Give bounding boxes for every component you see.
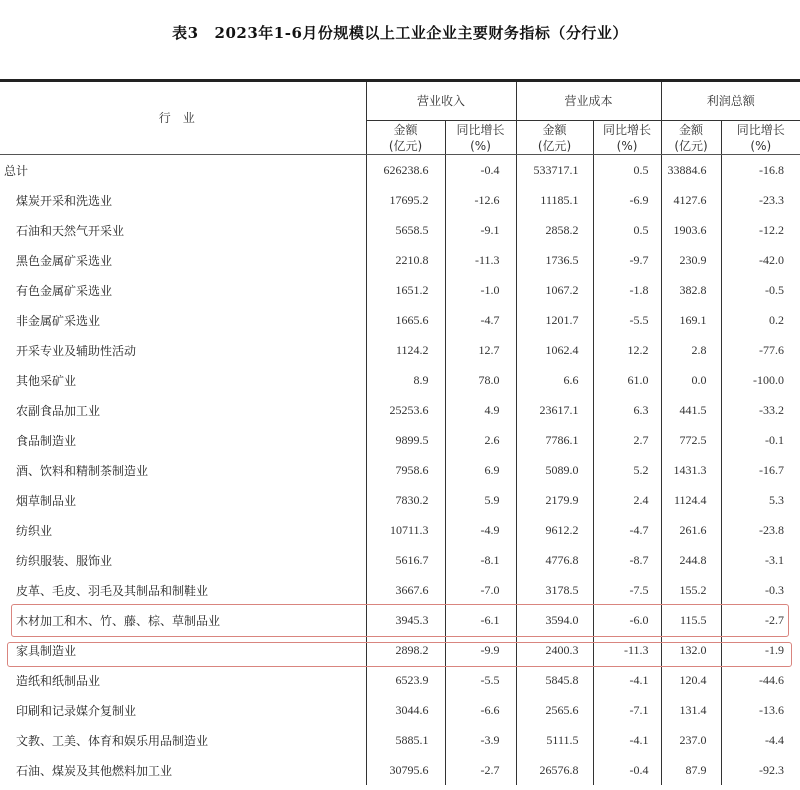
cell-rev: 8.9 — [366, 365, 445, 395]
cell-cost: 1201.7 — [516, 305, 593, 335]
cell-profit-g: -13.6 — [721, 695, 800, 725]
cell-cost-g: 5.2 — [593, 455, 661, 485]
cell-cost: 1062.4 — [516, 335, 593, 365]
industry-name: 文教、工美、体育和娱乐用品制造业 — [16, 733, 209, 748]
cell-cost: 5111.5 — [516, 725, 593, 755]
table-row — [0, 755, 800, 785]
cell-cost-g: -7.1 — [593, 695, 661, 725]
header-cost-growth: 同比增长 (%) — [593, 121, 661, 155]
cell-profit: 4127.6 — [661, 185, 721, 215]
cell-rev: 30795.6 — [366, 755, 445, 785]
cell-cost: 2858.2 — [516, 215, 593, 245]
cell-profit-g: -0.3 — [721, 575, 800, 605]
header-profit-amount: 金额 (亿元) — [661, 121, 721, 155]
cell-profit: 382.8 — [661, 275, 721, 305]
cell-cost: 9612.2 — [516, 515, 593, 545]
cell-rev-g: 5.9 — [445, 485, 516, 515]
table-row — [0, 545, 800, 575]
cell-profit-g: -3.1 — [721, 545, 800, 575]
cell-profit-g: -2.7 — [721, 605, 800, 635]
cell-profit-g: -12.2 — [721, 215, 800, 245]
cell-cost: 6.6 — [516, 365, 593, 395]
header-revenue-amount: 金额 (亿元) — [366, 121, 445, 155]
cell-profit-g: -33.2 — [721, 395, 800, 425]
industry-name: 非金属矿采选业 — [16, 313, 101, 328]
cell-profit-g: -16.7 — [721, 455, 800, 485]
cell-profit-g: -1.9 — [721, 635, 800, 665]
cell-profit: 1431.3 — [661, 455, 721, 485]
cell-cost: 23617.1 — [516, 395, 593, 425]
cell-rev-g: -0.4 — [445, 155, 516, 186]
industry-name: 皮革、毛皮、羽毛及其制品和制鞋业 — [16, 583, 209, 598]
cell-profit: 87.9 — [661, 755, 721, 785]
table-row — [0, 245, 800, 275]
table-number: 表3 — [172, 24, 199, 42]
cell-profit-g: -4.4 — [721, 725, 800, 755]
cell-profit: 1124.4 — [661, 485, 721, 515]
cell-cost-g: 2.4 — [593, 485, 661, 515]
table-row — [0, 305, 800, 335]
cell-profit-g: -23.8 — [721, 515, 800, 545]
table-row — [0, 275, 800, 305]
cell-rev-g: -5.5 — [445, 665, 516, 695]
cell-cost-g: -1.8 — [593, 275, 661, 305]
cell-profit-g: -42.0 — [721, 245, 800, 275]
cell-rev: 25253.6 — [366, 395, 445, 425]
cell-rev-g: -6.1 — [445, 605, 516, 635]
cell-rev-g: -4.9 — [445, 515, 516, 545]
cell-cost: 4776.8 — [516, 545, 593, 575]
cell-cost-g: -11.3 — [593, 635, 661, 665]
cell-cost-g: -4.1 — [593, 725, 661, 755]
header-profit: 利润总额 — [661, 81, 800, 121]
cell-cost-g: -5.5 — [593, 305, 661, 335]
cell-profit: 115.5 — [661, 605, 721, 635]
cell-rev: 5616.7 — [366, 545, 445, 575]
cell-cost: 11185.1 — [516, 185, 593, 215]
table-row — [0, 635, 800, 665]
cell-rev-g: 6.9 — [445, 455, 516, 485]
cell-cost-g: -6.0 — [593, 605, 661, 635]
cell-profit-g: -23.3 — [721, 185, 800, 215]
cell-profit: 131.4 — [661, 695, 721, 725]
industry-name: 有色金属矿采选业 — [16, 283, 113, 298]
cell-rev-g: 2.6 — [445, 425, 516, 455]
cell-cost-g: 6.3 — [593, 395, 661, 425]
header-industry: 行业 — [0, 81, 366, 155]
cell-cost-g: -0.4 — [593, 755, 661, 785]
cell-cost-g: 0.5 — [593, 155, 661, 186]
cell-cost: 2400.3 — [516, 635, 593, 665]
cell-profit: 1903.6 — [661, 215, 721, 245]
cell-profit: 120.4 — [661, 665, 721, 695]
cell-profit-g: -77.6 — [721, 335, 800, 365]
cell-profit: 155.2 — [661, 575, 721, 605]
industry-name: 烟草制品业 — [16, 493, 77, 508]
header-cost-amount: 金额 (亿元) — [516, 121, 593, 155]
industry-name: 石油和天然气开采业 — [16, 223, 125, 238]
cell-rev-g: -9.1 — [445, 215, 516, 245]
cell-rev-g: 12.7 — [445, 335, 516, 365]
cell-rev-g: -2.7 — [445, 755, 516, 785]
header-profit-growth: 同比增长 (%) — [721, 121, 800, 155]
cell-rev: 626238.6 — [366, 155, 445, 186]
cell-profit: 169.1 — [661, 305, 721, 335]
table-row — [0, 605, 800, 635]
cell-rev: 3945.3 — [366, 605, 445, 635]
table-title-text: 2023年1-6月份规模以上工业企业主要财务指标（分行业） — [214, 24, 628, 42]
cell-profit: 261.6 — [661, 515, 721, 545]
cell-profit-g: -100.0 — [721, 365, 800, 395]
cell-rev: 2210.8 — [366, 245, 445, 275]
industry-name: 煤炭开采和洗选业 — [16, 193, 113, 208]
header-revenue: 营业收入 — [366, 81, 516, 121]
industry-name: 木材加工和木、竹、藤、棕、草制品业 — [16, 613, 221, 628]
table-row — [0, 695, 800, 725]
cell-profit: 2.8 — [661, 335, 721, 365]
cell-rev: 1124.2 — [366, 335, 445, 365]
table-title — [0, 22, 800, 43]
cell-rev: 1665.6 — [366, 305, 445, 335]
cell-rev-g: -11.3 — [445, 245, 516, 275]
table-row — [0, 455, 800, 485]
table-row — [0, 365, 800, 395]
cell-cost: 533717.1 — [516, 155, 593, 186]
industry-name: 黑色金属矿采选业 — [16, 253, 113, 268]
table-body — [0, 155, 800, 786]
industry-name: 纺织业 — [16, 523, 53, 538]
cell-rev: 1651.2 — [366, 275, 445, 305]
cell-profit: 772.5 — [661, 425, 721, 455]
cell-profit-g: -16.8 — [721, 155, 800, 186]
industry-name: 家具制造业 — [16, 643, 77, 658]
industry-name: 印刷和记录媒介复制业 — [16, 703, 137, 718]
cell-cost-g: -6.9 — [593, 185, 661, 215]
cell-rev-g: 4.9 — [445, 395, 516, 425]
cell-cost: 1736.5 — [516, 245, 593, 275]
cell-cost-g: -4.7 — [593, 515, 661, 545]
cell-profit-g: -0.5 — [721, 275, 800, 305]
cell-rev-g: 78.0 — [445, 365, 516, 395]
cell-rev: 2898.2 — [366, 635, 445, 665]
cell-rev-g: -6.6 — [445, 695, 516, 725]
cell-cost-g: -4.1 — [593, 665, 661, 695]
cell-rev: 5658.5 — [366, 215, 445, 245]
cell-rev-g: -3.9 — [445, 725, 516, 755]
table-row — [0, 665, 800, 695]
table-row — [0, 185, 800, 215]
cell-cost-g: 12.2 — [593, 335, 661, 365]
table-row — [0, 485, 800, 515]
cell-rev-g: -7.0 — [445, 575, 516, 605]
cell-cost: 26576.8 — [516, 755, 593, 785]
cell-profit-g: -44.6 — [721, 665, 800, 695]
cell-cost: 3594.0 — [516, 605, 593, 635]
header-revenue-growth: 同比增长 (%) — [445, 121, 516, 155]
cell-profit: 132.0 — [661, 635, 721, 665]
cell-rev-g: -1.0 — [445, 275, 516, 305]
cell-rev: 6523.9 — [366, 665, 445, 695]
cell-cost: 3178.5 — [516, 575, 593, 605]
cell-cost: 5089.0 — [516, 455, 593, 485]
cell-rev: 7830.2 — [366, 485, 445, 515]
industry-name: 食品制造业 — [16, 433, 77, 448]
table-row — [0, 155, 800, 186]
cell-cost: 7786.1 — [516, 425, 593, 455]
cell-profit: 441.5 — [661, 395, 721, 425]
table-row — [0, 395, 800, 425]
industry-name: 纺织服装、服饰业 — [16, 553, 113, 568]
cell-cost-g: 0.5 — [593, 215, 661, 245]
cell-cost: 2179.9 — [516, 485, 593, 515]
cell-cost: 5845.8 — [516, 665, 593, 695]
cell-cost-g: 61.0 — [593, 365, 661, 395]
cell-rev: 7958.6 — [366, 455, 445, 485]
table-row — [0, 575, 800, 605]
cell-rev-g: -4.7 — [445, 305, 516, 335]
industry-name: 其他采矿业 — [16, 373, 77, 388]
cell-profit: 0.0 — [661, 365, 721, 395]
cell-rev: 10711.3 — [366, 515, 445, 545]
cell-rev: 5885.1 — [366, 725, 445, 755]
cell-profit-g: 5.3 — [721, 485, 800, 515]
cell-cost-g: -9.7 — [593, 245, 661, 275]
cell-profit-g: -92.3 — [721, 755, 800, 785]
industry-name: 酒、饮料和精制茶制造业 — [16, 463, 149, 478]
table-row — [0, 515, 800, 545]
cell-cost-g: -7.5 — [593, 575, 661, 605]
cell-cost: 2565.6 — [516, 695, 593, 725]
industry-name: 石油、煤炭及其他燃料加工业 — [16, 763, 173, 778]
industry-name: 总计 — [4, 163, 29, 178]
cell-rev: 17695.2 — [366, 185, 445, 215]
cell-profit-g: -0.1 — [721, 425, 800, 455]
cell-profit: 244.8 — [661, 545, 721, 575]
cell-profit: 230.9 — [661, 245, 721, 275]
cell-rev-g: -9.9 — [445, 635, 516, 665]
header-cost: 营业成本 — [516, 81, 661, 121]
cell-rev-g: -12.6 — [445, 185, 516, 215]
table-row — [0, 335, 800, 365]
cell-rev: 3044.6 — [366, 695, 445, 725]
table-row — [0, 425, 800, 455]
cell-cost-g: -8.7 — [593, 545, 661, 575]
industry-name: 开采专业及辅助性活动 — [16, 343, 137, 358]
cell-profit-g: 0.2 — [721, 305, 800, 335]
financial-indicators-table — [0, 79, 800, 785]
industry-name: 造纸和纸制品业 — [16, 673, 101, 688]
cell-rev-g: -8.1 — [445, 545, 516, 575]
table-row — [0, 725, 800, 755]
cell-cost-g: 2.7 — [593, 425, 661, 455]
cell-rev: 3667.6 — [366, 575, 445, 605]
cell-profit: 33884.6 — [661, 155, 721, 186]
industry-name: 农副食品加工业 — [16, 403, 101, 418]
cell-rev: 9899.5 — [366, 425, 445, 455]
cell-cost: 1067.2 — [516, 275, 593, 305]
table-row — [0, 215, 800, 245]
cell-profit: 237.0 — [661, 725, 721, 755]
